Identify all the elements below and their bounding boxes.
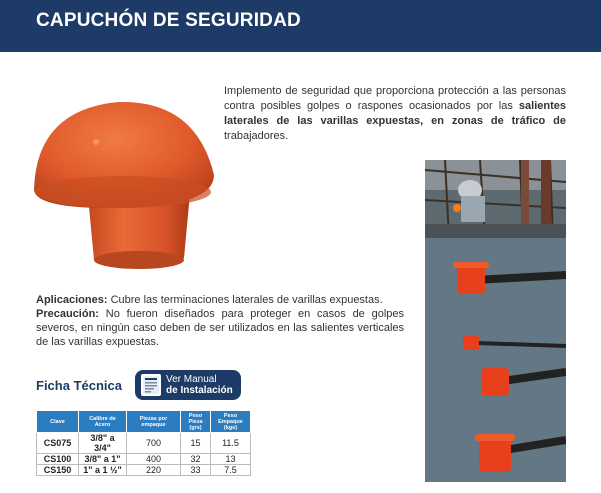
table-cell: 3/8" a 1" bbox=[79, 454, 127, 465]
applications-text: Cubre las terminaciones laterales de varillas expuestas. bbox=[107, 294, 383, 306]
description-bold-text: salientes laterales de las varillas expuestas, en zonas de tráfico de bbox=[224, 100, 566, 127]
document-icon bbox=[140, 373, 162, 397]
table-cell: 15 bbox=[181, 433, 211, 454]
rebar-photos-image bbox=[425, 160, 566, 482]
application-photos bbox=[425, 160, 566, 482]
table-cell: CS075 bbox=[37, 433, 79, 454]
page-header bbox=[0, 0, 601, 52]
table-cell: 13 bbox=[211, 454, 251, 465]
safety-cap-image bbox=[28, 80, 218, 280]
table-cell: 11.5 bbox=[211, 433, 251, 454]
page-title: CAPUCHÓN DE SEGURIDAD bbox=[36, 10, 301, 31]
manual-button-line1: Ver Manual bbox=[166, 374, 217, 385]
applications-paragraph bbox=[36, 293, 404, 307]
column-header-calibre: Calibre de Acero bbox=[79, 411, 127, 433]
column-header-piezas: Piezas por empaque bbox=[127, 411, 181, 433]
table-cell: CS150 bbox=[37, 465, 79, 476]
column-header-clave: Clave bbox=[37, 411, 79, 433]
product-description bbox=[224, 84, 566, 144]
applications-label: Aplicaciones: bbox=[36, 294, 108, 306]
table-cell: 32 bbox=[181, 454, 211, 465]
table-header-row bbox=[37, 411, 251, 433]
table-cell: 7.5 bbox=[211, 465, 251, 476]
table-row bbox=[37, 465, 251, 476]
column-header-peso-empaque: Peso Empaque (kgs) bbox=[211, 411, 251, 433]
manual-button-line2: de Instalación bbox=[166, 385, 233, 396]
precaution-text: No fueron diseñados para proteger en casos de golpes severos, en ningún caso deben de ser utilizados en las salientes verticales de las varillas expuestas. bbox=[36, 308, 404, 348]
table-cell: 220 bbox=[127, 465, 181, 476]
table-cell: 33 bbox=[181, 465, 211, 476]
description-text-end: trabajadores. bbox=[224, 130, 289, 142]
table-cell: CS100 bbox=[37, 454, 79, 465]
precaution-paragraph bbox=[36, 307, 404, 349]
installation-manual-button[interactable] bbox=[135, 370, 241, 400]
precaution-label: Precaución: bbox=[36, 308, 99, 320]
table-cell: 3/8" a 3/4" bbox=[79, 433, 127, 454]
table-row bbox=[37, 454, 251, 465]
column-header-peso-pieza: Peso Pieza (grs) bbox=[181, 411, 211, 433]
table-cell: 400 bbox=[127, 454, 181, 465]
table-cell: 1" a 1 ½" bbox=[79, 465, 127, 476]
spec-table bbox=[36, 410, 251, 476]
table-row bbox=[37, 433, 251, 454]
ficha-tecnica-title: Ficha Técnica bbox=[36, 378, 122, 393]
usage-notes bbox=[36, 293, 404, 349]
description-text: Implemento de seguridad que proporciona protección a las personas contra posibles golpes o raspones ocasionados por las bbox=[224, 85, 566, 112]
table-cell: 700 bbox=[127, 433, 181, 454]
